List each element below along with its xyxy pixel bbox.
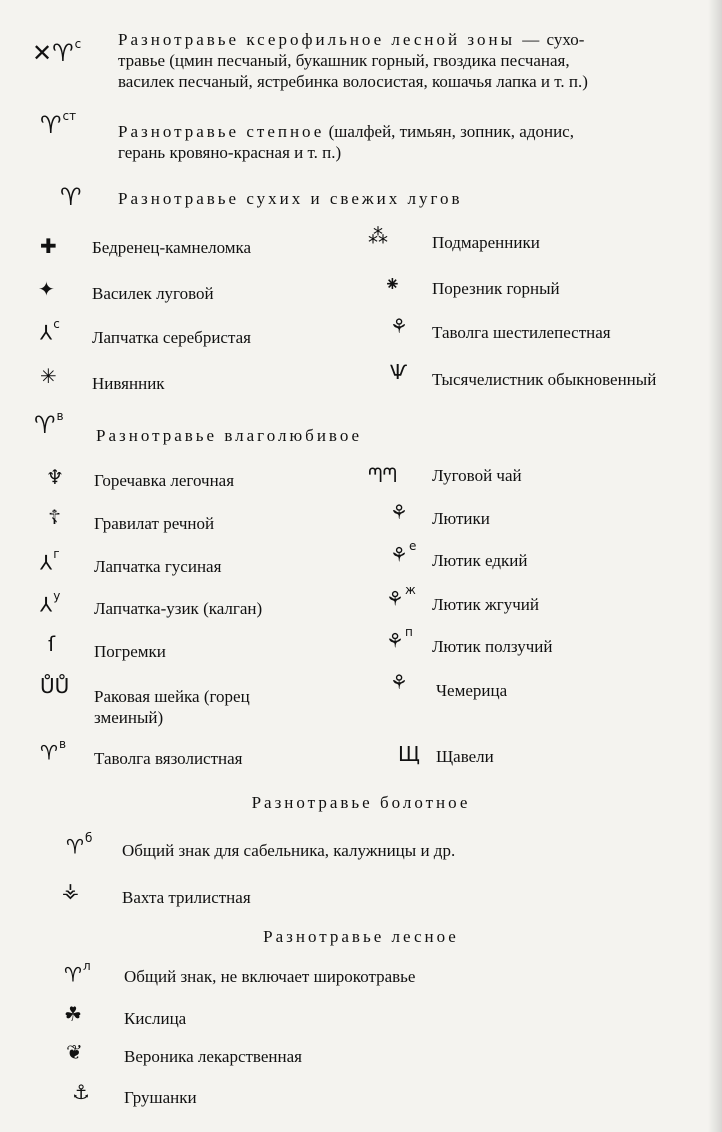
veronica-icon: ❦ — [66, 1040, 83, 1064]
geum-icon: ☦ — [48, 505, 61, 529]
veronica-label: Вероника лекарственная — [124, 1047, 302, 1066]
achillea-icon: Ѱ — [390, 360, 408, 384]
ranunculus-repens-icon: ⚘$^п$ — [386, 625, 413, 653]
rhinanthus-icon: ſ — [48, 632, 56, 656]
potentilla-anserina-icon: ⅄$^г$ — [40, 547, 60, 575]
veratrum-label: Чемерица — [436, 681, 508, 700]
filipendula-ulmaria-icon: ♈$^в$ — [40, 737, 67, 765]
forest-heading: Разнотравье лесное — [263, 927, 459, 946]
potentilla-erecta-icon: ⅄$^у$ — [40, 589, 61, 617]
rumex-icon: Щ — [398, 742, 420, 766]
filipendula-vulgaris-icon: ⚘ — [390, 314, 408, 338]
potentilla-erecta-label: Лапчатка-узик (калган) — [94, 599, 263, 618]
laserpitium-icon: ⁕ — [384, 272, 401, 296]
ranunculus-flammula-icon: ⚘$^ж$ — [386, 583, 416, 611]
xerophilic-symbol-icon: ✕♈$^с$ — [32, 37, 82, 67]
bistorta-label: Раковая шейка (горец змеиный) — [94, 687, 250, 727]
pimpinella-icon: ✚ — [40, 234, 57, 258]
achillea-label: Тысячелистник обыкновенный — [432, 370, 657, 389]
ranunculus-label: Лютики — [432, 509, 490, 528]
lysimachia-icon: ᘉᘉ — [368, 463, 397, 487]
potentilla-argentea-label: Лапчатка серебристая — [92, 328, 251, 347]
moist-heading: Разнотравье влаголюбивое — [96, 426, 363, 445]
potentilla-argentea-icon: ⅄$^с$ — [40, 317, 60, 345]
ranunculus-flammula-label: Лютик жгучий — [432, 595, 540, 614]
swamp-general-icon: ♈$^б$ — [66, 831, 93, 859]
menyanthes-icon: ⚶ — [62, 878, 79, 902]
xerophilic-description: Разнотравье ксерофильное лесной зоны — сухо- травье (цмин песчаный, букашник горный, гвоздика песчаная, василек песчаный, ястребинка волосистая, кошачья лапка и т. п.) — [118, 30, 588, 91]
pyrola-label: Грушанки — [124, 1088, 197, 1107]
swamp-general-label: Общий знак для сабельника, калужницы и др. — [122, 841, 456, 860]
bistorta-icon: ŮŮ — [40, 674, 70, 698]
swamp-heading: Разнотравье болотное — [251, 793, 471, 812]
menyanthes-label: Вахта трилистная — [122, 888, 251, 907]
dry-meadows-symbol-icon: ♈ — [60, 183, 82, 211]
potentilla-anserina-label: Лапчатка гусиная — [94, 557, 222, 576]
lysimachia-label: Луговой чай — [432, 466, 522, 485]
galium-label: Подмаренники — [432, 233, 540, 252]
veratrum-icon: ⚘ — [390, 670, 408, 694]
steppe-description: Разнотравье степное (шалфей, тимьян, зопник, адонис, герань кровяно-красная и т. п.) — [118, 122, 574, 162]
leucanthemum-icon: ✳ — [40, 364, 57, 388]
pyrola-icon: ⚓ — [72, 1080, 90, 1104]
forest-general-icon: ♈$^л$ — [64, 959, 91, 987]
filipendula-ulmaria-label: Таволга вязолистная — [94, 749, 243, 768]
ranunculus-acris-icon: ⚘$^е$ — [390, 539, 417, 567]
dry-meadows-heading: Разнотравье сухих и свежих лугов — [118, 189, 463, 208]
ranunculus-acris-label: Лютик едкий — [432, 551, 528, 570]
pimpinella-label: Бедренец-камнеломка — [92, 238, 252, 257]
laserpitium-label: Порезник горный — [432, 279, 560, 298]
moist-symbol-icon: ♈$^в$ — [34, 409, 64, 439]
gentiana-label: Горечавка легочная — [94, 471, 235, 490]
rhinanthus-label: Погремки — [94, 642, 166, 661]
centaurea-icon: ✦ — [38, 277, 55, 301]
rumex-label: Щавели — [436, 747, 494, 766]
forest-general-label: Общий знак, не включает широкотравье — [124, 967, 416, 986]
oxalis-icon: ☘ — [64, 1002, 82, 1026]
centaurea-label: Василек луговой — [92, 284, 214, 303]
steppe-symbol-icon: ♈$^{ст}$ — [40, 109, 77, 139]
gentiana-icon: ♆ — [46, 465, 64, 489]
page-edge-shadow — [708, 0, 722, 1132]
ranunculus-icon: ⚘ — [390, 500, 408, 524]
oxalis-label: Кислица — [124, 1009, 187, 1028]
ranunculus-repens-label: Лютик ползучий — [432, 637, 553, 656]
leucanthemum-label: Нивянник — [92, 374, 165, 393]
filipendula-vulgaris-label: Таволга шестилепестная — [432, 323, 611, 342]
geum-label: Гравилат речной — [94, 514, 215, 533]
galium-icon: ⁂ — [368, 224, 388, 248]
